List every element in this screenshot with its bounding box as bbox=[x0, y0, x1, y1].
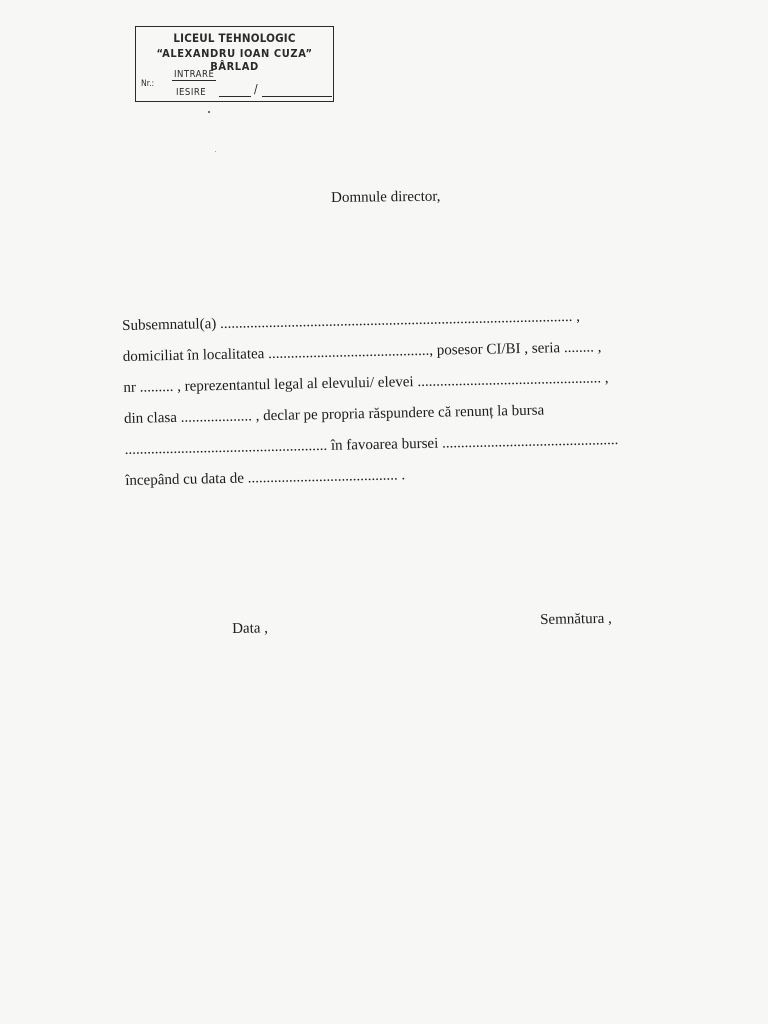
body-line-start-date: începând cu data de ........................................ . bbox=[125, 467, 406, 489]
body-line-guardian: nr ......... , reprezentantul legal al elevului/ elevei ................................................. , bbox=[123, 370, 609, 396]
signature-label: Semnătura , bbox=[540, 610, 612, 628]
body-line-class: din clasa ................... , declar pe propria răspundere că renunț la bursa bbox=[123, 402, 545, 427]
scan-speck bbox=[208, 111, 210, 113]
declaration-body bbox=[122, 307, 686, 504]
stamp-school-name: “ALEXANDRU IOAN CUZA” BÂRLAD bbox=[156, 47, 313, 73]
stamp-separator: / bbox=[254, 82, 258, 96]
body-line-name: Subsemnatul(a) .............................................................................................. , bbox=[122, 308, 581, 334]
registration-stamp bbox=[135, 26, 334, 102]
date-label: Data , bbox=[232, 620, 269, 637]
stamp-iesire-label: IESIRE bbox=[176, 87, 207, 98]
stamp-nr-label: Nr.: bbox=[141, 79, 155, 89]
body-line-domicile: domiciliat în localitatea ..........................................., posesor CI/BI , seria ........ , bbox=[122, 339, 602, 365]
stamp-number-blank bbox=[219, 96, 251, 97]
salutation: Domnule director, bbox=[331, 188, 441, 206]
stamp-school-type: LICEUL TEHNOLOGIC bbox=[173, 31, 296, 45]
stamp-date-blank bbox=[262, 96, 332, 97]
body-line-scholarship: ...................................................... în favoarea bursei ............................................... bbox=[124, 432, 619, 458]
scan-speck bbox=[215, 151, 216, 152]
stamp-intrare-label: INTRARE bbox=[174, 69, 215, 80]
